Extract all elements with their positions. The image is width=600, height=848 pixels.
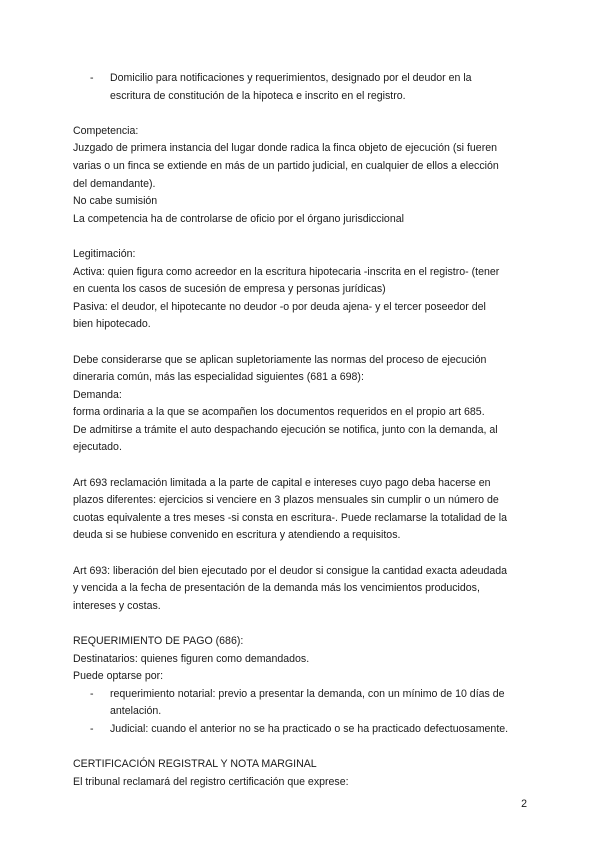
paragraph-line: ejecutado.	[73, 441, 122, 454]
paragraph-line: cuotas equivalente a tres meses -si consta en escritura-. Puede reclamarse la totalidad de la	[73, 511, 507, 524]
paragraph-line: varias o un finca se extiende en más de un partido judicial, en cualquier de ellos a elección	[73, 159, 499, 172]
paragraph-line: Puede optarse por:	[73, 670, 164, 683]
paragraph-line: dineraria común, más las especialidad siguientes (681 a 698):	[73, 371, 364, 384]
paragraph-line: Destinatarios: quienes figuren como demandados.	[73, 652, 310, 665]
page-content	[73, 70, 533, 791]
paragraph-line: Pasiva: el deudor, el hipotecante no deudor -o por deuda ajena- y el tercer poseedor del	[73, 300, 486, 313]
section-heading-certificacion: CERTIFICACIÓN REGISTRAL Y NOTA MARGINAL	[73, 758, 317, 771]
bullet-text: Judicial: cuando el anterior no se ha practicado o se ha practicado defectuosamente.	[110, 722, 509, 735]
paragraph-line: y vencida a la fecha de presentación de la demanda más los vencimientos producidos,	[73, 582, 480, 595]
paragraph-line: intereses y costas.	[73, 599, 161, 612]
list-item	[73, 70, 533, 105]
paragraph-line: del demandante).	[73, 177, 156, 190]
paragraph-line: Debe considerarse que se aplican supletoriamente las normas del proceso de ejecución	[73, 353, 487, 366]
paragraph-line: Art 693 reclamación limitada a la parte de capital e intereses cuyo pago deba hacerse en	[73, 476, 491, 489]
bullet-text: Domicilio para notificaciones y requerimientos, designado por el deudor en la escritura de constitución de la hipoteca e inscrito en el registro.	[110, 72, 472, 102]
paragraph-line: Activa: quien figura como acreedor en la escritura hipotecaria -inscrita en el registro- (tener	[73, 265, 500, 278]
section-heading-requerimiento: REQUERIMIENTO DE PAGO (686):	[73, 635, 244, 647]
bullet-dash: -	[90, 722, 94, 735]
paragraph-line: El tribunal reclamará del registro certificación que exprese:	[73, 775, 349, 788]
paragraph-line: Juzgado de primera instancia del lugar donde radica la finca objeto de ejecución (si fueren	[73, 142, 498, 155]
bullet-dash: -	[90, 72, 94, 84]
paragraph-line: deuda si se hubiese convenido en escritura y atendiendo a requisitos.	[73, 529, 401, 542]
list-item	[73, 686, 533, 721]
page-number: 2	[521, 798, 527, 810]
paragraph-line: plazos diferentes: ejercicios si venciere en 3 plazos mensuales sin cumplir o un número de	[73, 494, 499, 507]
paragraph-line: en cuenta los casos de sucesión de empresa y personas jurídicas)	[73, 283, 386, 296]
paragraph-line: De admitirse a trámite el auto despachando ejecución se notifica, junto con la demanda, al	[73, 423, 498, 436]
paragraph-line: No cabe sumisión	[73, 195, 158, 208]
paragraph-line: La competencia ha de controlarse de oficio por el órgano jurisdiccional	[73, 212, 404, 225]
section-heading-competencia: Competencia:	[73, 124, 139, 137]
paragraph-line: forma ordinaria a la que se acompañen los documentos requeridos en el propio art 685.	[73, 406, 485, 419]
paragraph-line: bien hipotecado.	[73, 318, 151, 331]
paragraph-line: Demanda:	[73, 388, 122, 401]
paragraph-line: Art 693: liberación del bien ejecutado por el deudor si consigue la cantidad exacta adeudada	[73, 564, 508, 577]
list-item	[73, 721, 533, 739]
bullet-text: requerimiento notarial: previo a presentar la demanda, con un mínimo de 10 días de antelación.	[110, 687, 505, 718]
section-heading-legitimacion: Legitimación:	[73, 247, 136, 260]
bullet-dash: -	[90, 687, 94, 700]
